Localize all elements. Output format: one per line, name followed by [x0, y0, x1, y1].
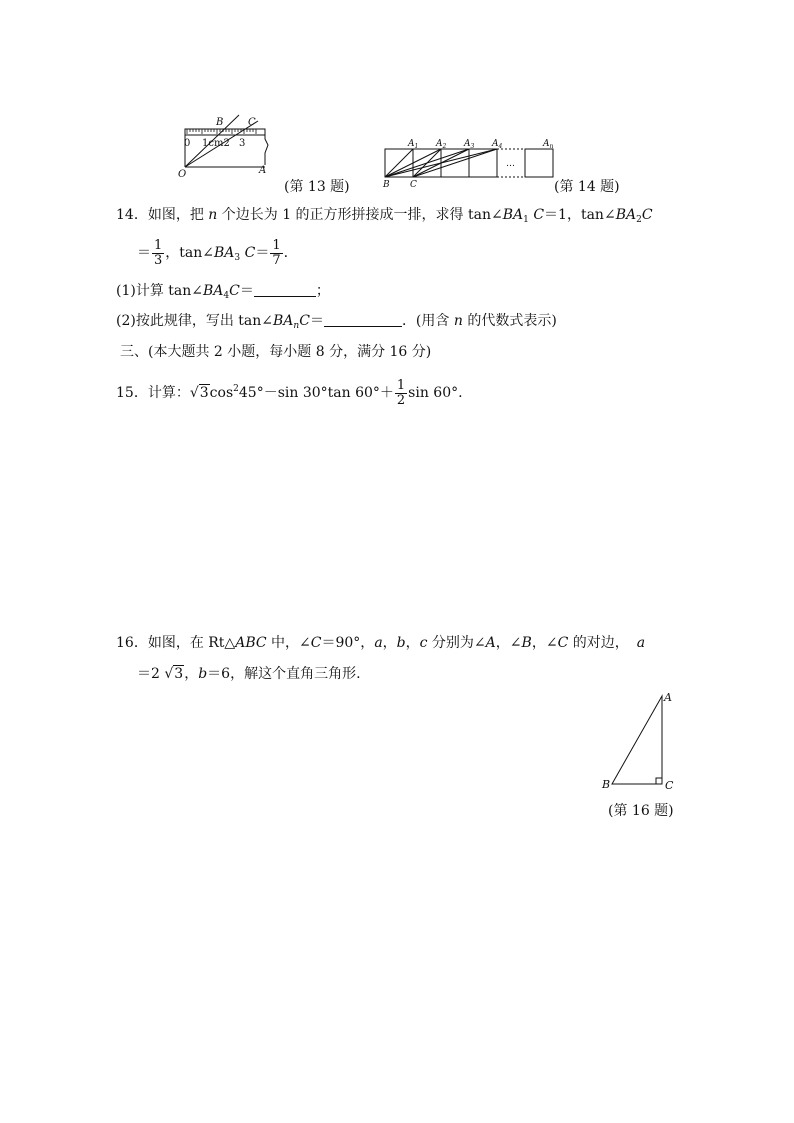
- ruler-zero: 0: [184, 138, 191, 149]
- q16-line2: ＝2 √3，b＝6，解这个直角三角形.: [137, 666, 361, 682]
- label-o: O: [178, 169, 187, 180]
- q14-part1: (1)计算 $\tan\angle BA_4C=$ ；: [116, 283, 330, 301]
- figure-14-diagram: [380, 136, 560, 188]
- figure-16-triangle: [600, 688, 680, 792]
- squares-row: [385, 149, 553, 177]
- section-3-heading: 三、(本大题共 2 小题，每小题 8 分，满分 16 分): [120, 344, 432, 360]
- label-a4: $A_4$: [492, 139, 503, 150]
- label-c: C: [665, 779, 674, 792]
- answer-blank-2[interactable]: [324, 312, 402, 327]
- sqrt-symbol: √: [164, 666, 174, 682]
- q15-line: 15．计算：$√3\cos^245^\circ-\sin$ 30°tan 60°＋ $\frac{1}{2}$ sin 60°.: [116, 377, 463, 408]
- q14-part2: (2)按此规律，写出 $\tan\angle BA_nC=$ ．(用含 n 的代数式表示): [116, 313, 557, 331]
- q14-line1: 14．如图，把 n 个边长为 1 的正方形拼接成一排，求得 $\tan\angle BA_1$ C＝1，$\tan\angle BA_2C$: [116, 207, 653, 225]
- label-b: B: [216, 117, 224, 128]
- label-a2: $A_2$: [436, 139, 447, 150]
- figure-16-caption: (第 16 题): [608, 803, 674, 819]
- ruler-cm: 1cm2: [202, 138, 230, 149]
- label-b: B: [383, 180, 390, 188]
- fraction-one-third: $\frac{1}{3}$: [154, 237, 163, 268]
- ruler-broken-edge: [265, 129, 268, 165]
- label-b: B: [602, 778, 611, 791]
- dots: …: [506, 159, 515, 169]
- triangle-abc: [612, 696, 662, 784]
- answer-blank-1[interactable]: [254, 282, 316, 297]
- sqrt-symbol: √: [189, 385, 199, 401]
- right-angle-mark: [656, 778, 662, 784]
- figure-14-caption: (第 14 题): [554, 179, 620, 195]
- label-c: C: [410, 180, 417, 188]
- figure-13-diagram: [176, 113, 276, 181]
- q16-line1: 16．如图，在 Rt△ABC 中，∠C＝90°，a，b，c 分别为∠A，∠B，∠C 的对边， a: [116, 635, 646, 651]
- fraction-one-seventh: $\frac{1}{7}$: [272, 237, 281, 268]
- label-an: $A_n$: [543, 139, 554, 150]
- label-a: A: [664, 691, 672, 704]
- label-a3: $A_3$: [464, 139, 475, 150]
- figure-13-caption: (第 13 题): [284, 179, 350, 195]
- label-c: C: [248, 117, 256, 128]
- label-a1: $A_1$: [408, 139, 419, 150]
- q14-line2: ＝ $\frac{1}{3}$ ，$\tan\angle BA_3$ C＝ $\frac{1}{7}$ .: [137, 237, 289, 268]
- ruler-three: 3: [239, 138, 246, 149]
- fraction-one-half: $\frac{1}{2}$: [396, 377, 406, 408]
- label-a: A: [259, 165, 267, 176]
